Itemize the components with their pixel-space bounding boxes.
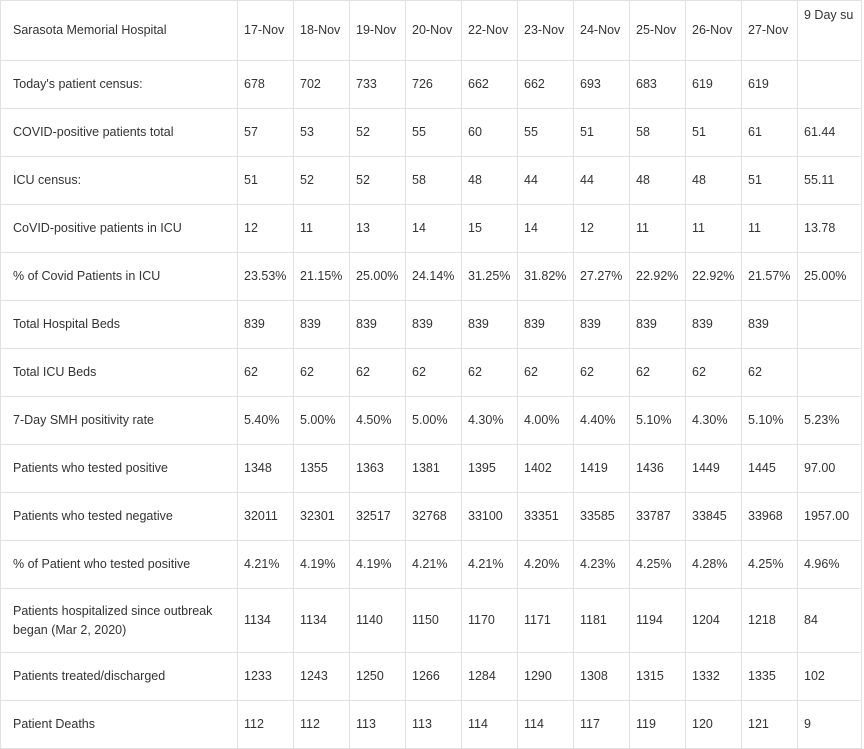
row-label: Patients who tested negative (1, 493, 238, 541)
table-cell: 662 (518, 61, 574, 109)
table-cell: 58 (406, 157, 462, 205)
table-cell: 5.10% (742, 397, 798, 445)
summary-cell (798, 301, 862, 349)
table-cell: 14 (518, 205, 574, 253)
table-cell: 21.15% (294, 253, 350, 301)
table-cell: 733 (350, 61, 406, 109)
table-title: Sarasota Memorial Hospital (1, 1, 238, 61)
row-label: Patients treated/discharged (1, 653, 238, 701)
table-cell: 114 (462, 701, 518, 749)
table-row (1, 205, 862, 253)
table-cell: 11 (294, 205, 350, 253)
table-cell: 57 (238, 109, 294, 157)
table-cell: 11 (630, 205, 686, 253)
summary-cell: 84 (798, 589, 862, 653)
table-cell: 32768 (406, 493, 462, 541)
table-cell: 839 (574, 301, 630, 349)
table-row (1, 397, 862, 445)
summary-cell: 13.78 (798, 205, 862, 253)
table-cell: 4.21% (462, 541, 518, 589)
table-cell: 1419 (574, 445, 630, 493)
row-label: Total ICU Beds (1, 349, 238, 397)
table-row (1, 653, 862, 701)
table-cell: 4.28% (686, 541, 742, 589)
table-cell: 839 (630, 301, 686, 349)
table-cell: 839 (294, 301, 350, 349)
table-cell: 4.21% (238, 541, 294, 589)
table-cell: 44 (518, 157, 574, 205)
table-row (1, 253, 862, 301)
table-cell: 33100 (462, 493, 518, 541)
table-cell: 13 (350, 205, 406, 253)
table-cell: 1335 (742, 653, 798, 701)
date-header: 25-Nov (630, 1, 686, 61)
table-cell: 1436 (630, 445, 686, 493)
table-cell: 48 (630, 157, 686, 205)
table-row (1, 445, 862, 493)
table-cell: 1348 (238, 445, 294, 493)
table-cell: 5.10% (630, 397, 686, 445)
table-cell: 31.82% (518, 253, 574, 301)
table-cell: 32301 (294, 493, 350, 541)
table-row (1, 61, 862, 109)
table-cell: 5.00% (294, 397, 350, 445)
table-cell: 53 (294, 109, 350, 157)
table-row (1, 109, 862, 157)
table-cell: 48 (462, 157, 518, 205)
table-cell: 22.92% (630, 253, 686, 301)
table-cell: 112 (238, 701, 294, 749)
row-label: Today's patient census: (1, 61, 238, 109)
table-cell: 1363 (350, 445, 406, 493)
table-row (1, 301, 862, 349)
table-cell: 51 (742, 157, 798, 205)
date-header: 17-Nov (238, 1, 294, 61)
table-cell: 32517 (350, 493, 406, 541)
summary-cell: 61.44 (798, 109, 862, 157)
row-label: COVID-positive patients total (1, 109, 238, 157)
date-header: 23-Nov (518, 1, 574, 61)
table-cell: 62 (574, 349, 630, 397)
table-cell: 62 (294, 349, 350, 397)
date-header: 18-Nov (294, 1, 350, 61)
table-cell: 1233 (238, 653, 294, 701)
summary-cell: 102 (798, 653, 862, 701)
table-cell: 4.30% (686, 397, 742, 445)
header-row (1, 1, 862, 61)
table-cell: 1218 (742, 589, 798, 653)
table-cell: 5.40% (238, 397, 294, 445)
table-cell: 21.57% (742, 253, 798, 301)
table-cell: 4.25% (742, 541, 798, 589)
table-cell: 62 (518, 349, 574, 397)
summary-cell: 9 (798, 701, 862, 749)
table-cell: 839 (742, 301, 798, 349)
table-cell: 1402 (518, 445, 574, 493)
summary-cell (798, 349, 862, 397)
table-cell: 1170 (462, 589, 518, 653)
table-cell: 1315 (630, 653, 686, 701)
table-cell: 683 (630, 61, 686, 109)
table-cell: 4.21% (406, 541, 462, 589)
table-cell: 1171 (518, 589, 574, 653)
row-label: % of Patient who tested positive (1, 541, 238, 589)
table-cell: 52 (294, 157, 350, 205)
table-cell: 60 (462, 109, 518, 157)
table-cell: 678 (238, 61, 294, 109)
table-cell: 12 (238, 205, 294, 253)
table-cell: 1243 (294, 653, 350, 701)
table-cell: 1181 (574, 589, 630, 653)
table-cell: 4.20% (518, 541, 574, 589)
table-cell: 55 (406, 109, 462, 157)
table-cell: 15 (462, 205, 518, 253)
table-cell: 1355 (294, 445, 350, 493)
table-cell: 1284 (462, 653, 518, 701)
summary-cell: 97.00 (798, 445, 862, 493)
table-cell: 113 (350, 701, 406, 749)
table-cell: 51 (686, 109, 742, 157)
table-cell: 55 (518, 109, 574, 157)
table-cell: 4.50% (350, 397, 406, 445)
table-body (1, 1, 862, 749)
table-cell: 1134 (294, 589, 350, 653)
summary-cell: 4.96% (798, 541, 862, 589)
table-cell: 839 (406, 301, 462, 349)
table-cell: 1395 (462, 445, 518, 493)
table-row (1, 349, 862, 397)
table-cell: 4.23% (574, 541, 630, 589)
table-cell: 62 (462, 349, 518, 397)
table-cell: 33787 (630, 493, 686, 541)
table-cell: 33845 (686, 493, 742, 541)
date-header: 22-Nov (462, 1, 518, 61)
table-cell: 1204 (686, 589, 742, 653)
table-cell: 1381 (406, 445, 462, 493)
table-cell: 52 (350, 109, 406, 157)
table-cell: 4.19% (350, 541, 406, 589)
table-cell: 58 (630, 109, 686, 157)
table-cell: 4.25% (630, 541, 686, 589)
table-cell: 619 (742, 61, 798, 109)
table-cell: 726 (406, 61, 462, 109)
table-cell: 62 (686, 349, 742, 397)
summary-cell: 5.23% (798, 397, 862, 445)
table-cell: 51 (238, 157, 294, 205)
row-label: Total Hospital Beds (1, 301, 238, 349)
table-cell: 48 (686, 157, 742, 205)
table-cell: 1194 (630, 589, 686, 653)
table-cell: 11 (742, 205, 798, 253)
table-cell: 1290 (518, 653, 574, 701)
table-cell: 4.40% (574, 397, 630, 445)
table-row (1, 589, 862, 653)
table-cell: 62 (350, 349, 406, 397)
table-cell: 839 (462, 301, 518, 349)
table-cell: 1140 (350, 589, 406, 653)
table-cell: 114 (518, 701, 574, 749)
table-cell: 619 (686, 61, 742, 109)
table-cell: 121 (742, 701, 798, 749)
row-label: Patients who tested positive (1, 445, 238, 493)
table-cell: 33351 (518, 493, 574, 541)
table-cell: 23.53% (238, 253, 294, 301)
table-cell: 33585 (574, 493, 630, 541)
summary-cell: 55.11 (798, 157, 862, 205)
table-cell: 1134 (238, 589, 294, 653)
row-label: % of Covid Patients in ICU (1, 253, 238, 301)
date-header: 26-Nov (686, 1, 742, 61)
table-cell: 62 (742, 349, 798, 397)
summary-header: 9 Day su (798, 1, 862, 61)
table-cell: 4.30% (462, 397, 518, 445)
table-cell: 31.25% (462, 253, 518, 301)
table-cell: 62 (630, 349, 686, 397)
table-cell: 693 (574, 61, 630, 109)
table-cell: 5.00% (406, 397, 462, 445)
summary-cell: 1957.00 (798, 493, 862, 541)
row-label: Patients hospitalized since outbreak began (Mar 2, 2020) (1, 589, 238, 653)
summary-cell: 25.00% (798, 253, 862, 301)
table-cell: 1308 (574, 653, 630, 701)
row-label: 7-Day SMH positivity rate (1, 397, 238, 445)
row-label: Patient Deaths (1, 701, 238, 749)
table-cell: 32011 (238, 493, 294, 541)
date-header: 24-Nov (574, 1, 630, 61)
table-cell: 51 (574, 109, 630, 157)
table-cell: 12 (574, 205, 630, 253)
table-cell: 24.14% (406, 253, 462, 301)
table-cell: 839 (518, 301, 574, 349)
table-cell: 44 (574, 157, 630, 205)
table-cell: 25.00% (350, 253, 406, 301)
table-cell: 33968 (742, 493, 798, 541)
table-cell: 62 (238, 349, 294, 397)
table-cell: 117 (574, 701, 630, 749)
table-cell: 839 (350, 301, 406, 349)
table-row (1, 157, 862, 205)
table-cell: 120 (686, 701, 742, 749)
table-row (1, 541, 862, 589)
table-cell: 27.27% (574, 253, 630, 301)
date-header: 27-Nov (742, 1, 798, 61)
table-cell: 113 (406, 701, 462, 749)
table-cell: 839 (686, 301, 742, 349)
table-cell: 4.00% (518, 397, 574, 445)
table-cell: 119 (630, 701, 686, 749)
table-cell: 1332 (686, 653, 742, 701)
table-cell: 662 (462, 61, 518, 109)
date-header: 19-Nov (350, 1, 406, 61)
table-cell: 702 (294, 61, 350, 109)
table-cell: 1250 (350, 653, 406, 701)
table-cell: 839 (238, 301, 294, 349)
table-cell: 62 (406, 349, 462, 397)
date-header: 20-Nov (406, 1, 462, 61)
table-cell: 22.92% (686, 253, 742, 301)
table-cell: 1445 (742, 445, 798, 493)
table-row (1, 701, 862, 749)
table-cell: 14 (406, 205, 462, 253)
row-label: ICU census: (1, 157, 238, 205)
row-label: CoVID-positive patients in ICU (1, 205, 238, 253)
table-cell: 1266 (406, 653, 462, 701)
table-cell: 112 (294, 701, 350, 749)
table-cell: 1150 (406, 589, 462, 653)
table-row (1, 493, 862, 541)
summary-cell (798, 61, 862, 109)
table-cell: 61 (742, 109, 798, 157)
table-cell: 4.19% (294, 541, 350, 589)
table-cell: 1449 (686, 445, 742, 493)
table-cell: 52 (350, 157, 406, 205)
table-cell: 11 (686, 205, 742, 253)
